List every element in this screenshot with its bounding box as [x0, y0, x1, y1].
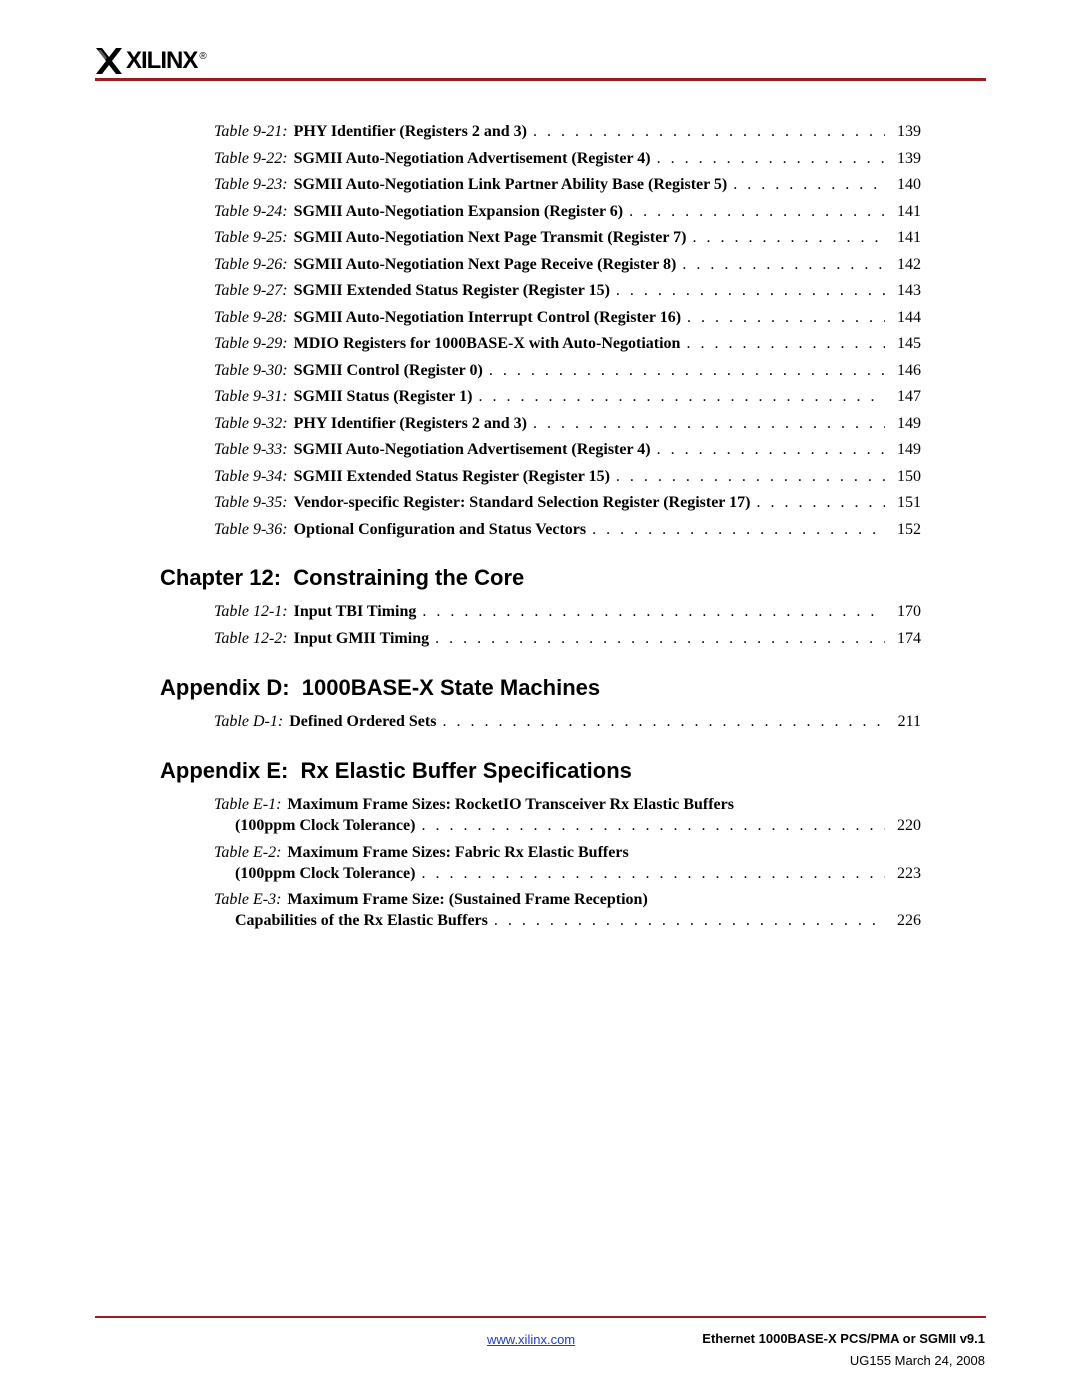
registered-mark: ®: [199, 50, 207, 62]
dot-leader: [629, 200, 885, 224]
entry-label: Table 9-29:: [214, 335, 288, 352]
entry-title-continued: (100ppm Clock Tolerance): [235, 817, 416, 834]
toc-entry[interactable]: [214, 600, 921, 624]
dot-leader: [756, 491, 885, 515]
toc-entry[interactable]: [214, 253, 921, 277]
entry-label: Table 9-30:: [214, 361, 288, 379]
entry-label: Table D-1:: [214, 713, 284, 730]
entry-page: 145: [897, 335, 921, 352]
entry-page: 143: [897, 282, 921, 299]
toc-entry[interactable]: [214, 385, 921, 409]
toc-entry[interactable]: [214, 518, 921, 542]
appendix-d-heading: Appendix D: 1000BASE-X State Machines: [160, 675, 601, 700]
dot-leader: [478, 385, 885, 409]
dot-leader: [422, 600, 885, 624]
toc-entry[interactable]: [214, 332, 921, 356]
dot-leader: [442, 710, 885, 734]
document-title: Ethernet 1000BASE-X PCS/PMA or SGMII v9.1: [702, 1331, 985, 1346]
dot-leader: [533, 120, 885, 144]
entry-label: Table 12-2:: [214, 629, 288, 647]
dot-leader: [616, 465, 885, 489]
entry-title: Vendor-specific Register: Standard Selection Register (Register 17): [293, 494, 751, 511]
entry-label: Table E-2:: [214, 844, 282, 861]
dot-leader: [616, 279, 885, 303]
entry-label: Table 9-22:: [214, 149, 288, 167]
appendix-e-heading: Appendix E: Rx Elastic Buffer Specifications: [160, 758, 632, 783]
entry-page: 146: [897, 361, 921, 379]
entry-title: SGMII Auto-Negotiation Next Page Receive (Register 8): [293, 255, 677, 273]
entry-title: Defined Ordered Sets: [289, 713, 437, 730]
dot-leader: [421, 863, 885, 884]
entry-title: MDIO Registers for 1000BASE-X with Auto-Negotiation: [293, 335, 681, 352]
entry-title: SGMII Auto-Negotiation Link Partner Ability Base (Register 5): [293, 176, 728, 193]
page-header: [0, 0, 1080, 82]
toc-entry[interactable]: [214, 173, 921, 197]
entry-page: 139: [897, 123, 921, 140]
entry-page: 141: [897, 202, 921, 220]
dot-leader: [686, 332, 885, 356]
document-id-date: UG155 March 24, 2008: [849, 1353, 985, 1368]
dot-leader: [682, 253, 885, 277]
dot-leader: [435, 627, 885, 651]
entry-page: 141: [897, 229, 921, 246]
entry-title: Maximum Frame Size: (Sustained Frame Reception): [287, 891, 648, 908]
toc-entry[interactable]: [214, 306, 921, 330]
entry-page: 139: [897, 149, 921, 167]
toc-entry[interactable]: [214, 794, 921, 836]
entry-label: Table 9-34:: [214, 467, 288, 485]
entry-title: SGMII Auto-Negotiation Advertisement (Register 4): [293, 149, 651, 167]
entry-title: Input GMII Timing: [293, 629, 430, 647]
entry-title: SGMII Auto-Negotiation Next Page Transmit (Register 7): [293, 229, 687, 246]
toc-entry[interactable]: [214, 226, 921, 250]
dot-leader: [421, 815, 885, 836]
dot-leader: [733, 173, 885, 197]
entry-label: Table 9-35:: [214, 494, 288, 511]
entry-label: Table 12-1:: [214, 603, 288, 620]
dot-leader: [657, 147, 885, 171]
entry-page: 147: [897, 388, 921, 405]
entry-label: Table 9-31:: [214, 388, 288, 405]
entry-page: 151: [897, 494, 921, 511]
entry-page: 152: [897, 520, 921, 538]
entry-title: SGMII Auto-Negotiation Interrupt Control (Register 16): [293, 308, 682, 326]
entry-label: Table 9-26:: [214, 255, 288, 273]
entry-label: Table E-3:: [214, 891, 282, 908]
toc-entry[interactable]: [214, 627, 921, 651]
entry-label: Table 9-33:: [214, 441, 288, 458]
xilinx-website-link[interactable]: www.xilinx.com: [487, 1332, 576, 1347]
toc-entry[interactable]: [214, 120, 921, 144]
entry-page: 220: [897, 817, 921, 834]
toc-entry[interactable]: [214, 491, 921, 515]
chapter-12-heading: Chapter 12: Constraining the Core: [160, 565, 525, 590]
entry-title: Maximum Frame Sizes: Fabric Rx Elastic Buffers: [287, 844, 629, 861]
toc-entry[interactable]: [214, 147, 921, 171]
dot-leader: [592, 518, 885, 542]
entry-title-continued: Capabilities of the Rx Elastic Buffers: [235, 912, 488, 929]
entry-title: Optional Configuration and Status Vectors: [293, 520, 587, 538]
entry-page: 142: [897, 255, 921, 273]
entry-title: SGMII Extended Status Register (Register 15): [293, 467, 610, 485]
entry-title: PHY Identifier (Registers 2 and 3): [293, 414, 527, 432]
entry-title-continued: (100ppm Clock Tolerance): [235, 865, 416, 882]
toc-entry[interactable]: [214, 710, 921, 734]
entry-label: Table 9-24:: [214, 202, 288, 220]
logo-wordmark: XILINX: [126, 47, 198, 74]
entry-title: SGMII Control (Register 0): [293, 361, 483, 379]
dot-leader: [657, 438, 885, 462]
entry-label: Table 9-21:: [214, 123, 288, 140]
entry-title: SGMII Extended Status Register (Register 15): [293, 282, 610, 299]
entry-page: 150: [897, 467, 921, 485]
header-rule: [95, 78, 986, 81]
entry-label: Table 9-27:: [214, 282, 288, 299]
entry-page: 223: [897, 865, 921, 882]
entry-title: SGMII Auto-Negotiation Expansion (Register 6): [293, 202, 624, 220]
entry-label: Table 9-36:: [214, 520, 288, 538]
footer-rule: [95, 1316, 986, 1318]
entry-label: Table 9-25:: [214, 229, 288, 246]
entry-page: 170: [897, 603, 921, 620]
toc-entry[interactable]: [214, 842, 921, 884]
dot-leader: [687, 306, 885, 330]
toc-entry[interactable]: [214, 465, 921, 489]
entry-page: 174: [897, 629, 921, 647]
toc-entry[interactable]: [214, 359, 921, 383]
toc-entry[interactable]: [214, 412, 921, 436]
entry-page: 149: [897, 441, 921, 458]
entry-title: SGMII Status (Register 1): [293, 388, 473, 405]
entry-page: 140: [897, 176, 921, 193]
dot-leader: [489, 359, 885, 383]
dot-leader: [494, 910, 885, 931]
dot-leader: [533, 412, 885, 436]
entry-title: Input TBI Timing: [293, 603, 417, 620]
xilinx-x-icon: [94, 46, 124, 76]
entry-page: 211: [897, 713, 921, 730]
entry-label: Table 9-28:: [214, 308, 288, 326]
toc-entry[interactable]: [214, 200, 921, 224]
entry-label: Table E-1:: [214, 796, 282, 813]
xilinx-logo: [94, 46, 207, 76]
entry-page: 226: [897, 912, 921, 929]
entry-label: Table 9-23:: [214, 176, 288, 193]
entry-page: 144: [897, 308, 921, 326]
entry-title: PHY Identifier (Registers 2 and 3): [293, 123, 527, 140]
dot-leader: [692, 226, 885, 250]
entry-title: SGMII Auto-Negotiation Advertisement (Register 4): [293, 441, 651, 458]
entry-label: Table 9-32:: [214, 414, 288, 432]
entry-page: 149: [897, 414, 921, 432]
toc-entry[interactable]: [214, 889, 921, 931]
toc-entry[interactable]: [214, 279, 921, 303]
entry-title: Maximum Frame Sizes: RocketIO Transceiver Rx Elastic Buffers: [287, 796, 734, 813]
toc-entry[interactable]: [214, 438, 921, 462]
